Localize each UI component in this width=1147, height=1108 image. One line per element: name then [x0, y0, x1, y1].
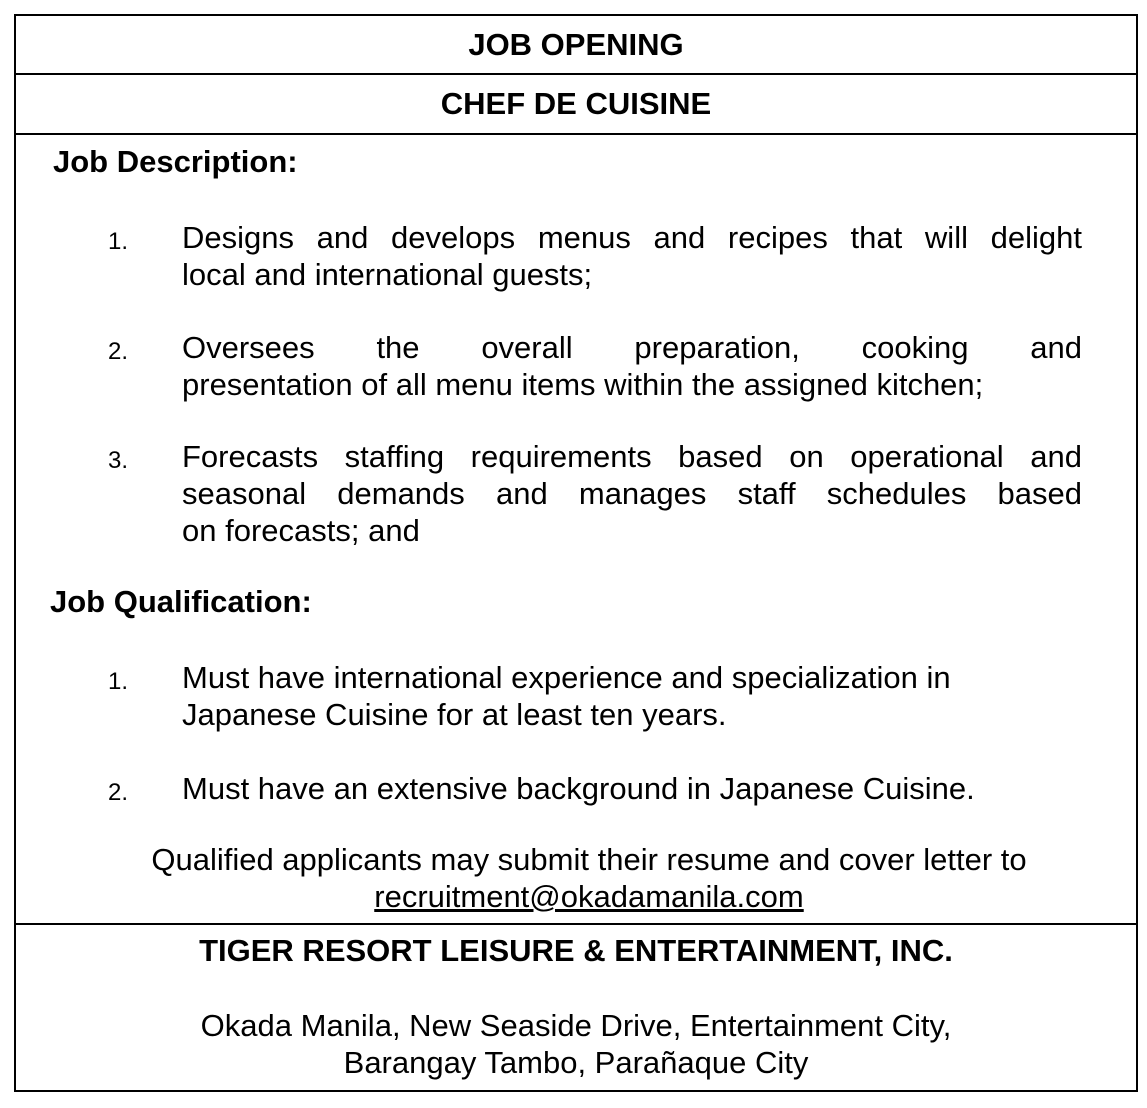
company-address-line-2: Barangay Tambo, Parañaque City	[343, 1045, 809, 1080]
qualification-item-1-line-2: Japanese Cuisine for at least ten years.	[182, 697, 727, 732]
position-header	[16, 75, 1136, 135]
description-item-2-line-1: Oversees the overall preparation, cooking and	[182, 330, 1082, 365]
job-description-heading: Job Description:	[53, 144, 298, 179]
recruitment-email-link[interactable]: recruitment@okadamanila.com	[374, 879, 804, 914]
description-item-1	[182, 219, 1082, 293]
description-item-1-line-1: Designs and develops menus and recipes that will delight	[182, 220, 1082, 255]
application-email-row	[16, 878, 1136, 915]
qualification-item-2-number: 2.	[108, 779, 129, 806]
application-instructions: Qualified applicants may submit their resume and cover letter to	[151, 842, 1027, 877]
description-item-1-line-2: local and international guests;	[182, 257, 593, 292]
description-item-2	[182, 329, 1082, 403]
description-item-2-number: 2.	[108, 338, 129, 365]
job-opening-header	[16, 16, 1136, 75]
description-item-1-number: 1.	[108, 228, 129, 255]
qualification-item-2-line-1: Must have an extensive background in Japanese Cuisine.	[182, 771, 975, 806]
description-item-3-number: 3.	[108, 447, 129, 474]
company-name: TIGER RESORT LEISURE & ENTERTAINMENT, INC.	[199, 933, 953, 968]
description-item-3	[182, 438, 1082, 549]
qualification-item-1-number: 1.	[108, 668, 129, 695]
description-item-3-line-2: seasonal demands and manages staff schedules based	[182, 476, 1082, 511]
company-address-line-1: Okada Manila, New Seaside Drive, Entertainment City,	[200, 1008, 952, 1043]
description-item-2-line-2: presentation of all menu items within the assigned kitchen;	[182, 367, 984, 402]
qualification-item-1-line-1: Must have international experience and specialization in	[182, 660, 951, 695]
job-opening-title: JOB OPENING	[468, 26, 684, 62]
position-title: CHEF DE CUISINE	[440, 86, 712, 121]
qualification-item-2	[182, 770, 1082, 807]
job-details-section	[16, 135, 1136, 925]
description-item-3-line-3: on forecasts; and	[182, 513, 420, 548]
company-footer	[16, 925, 1136, 1090]
job-qualification-heading: Job Qualification:	[50, 584, 312, 619]
description-item-3-line-1: Forecasts staffing requirements based on operational and	[182, 439, 1082, 474]
job-posting-frame	[14, 14, 1138, 1092]
qualification-item-1	[182, 659, 1082, 733]
